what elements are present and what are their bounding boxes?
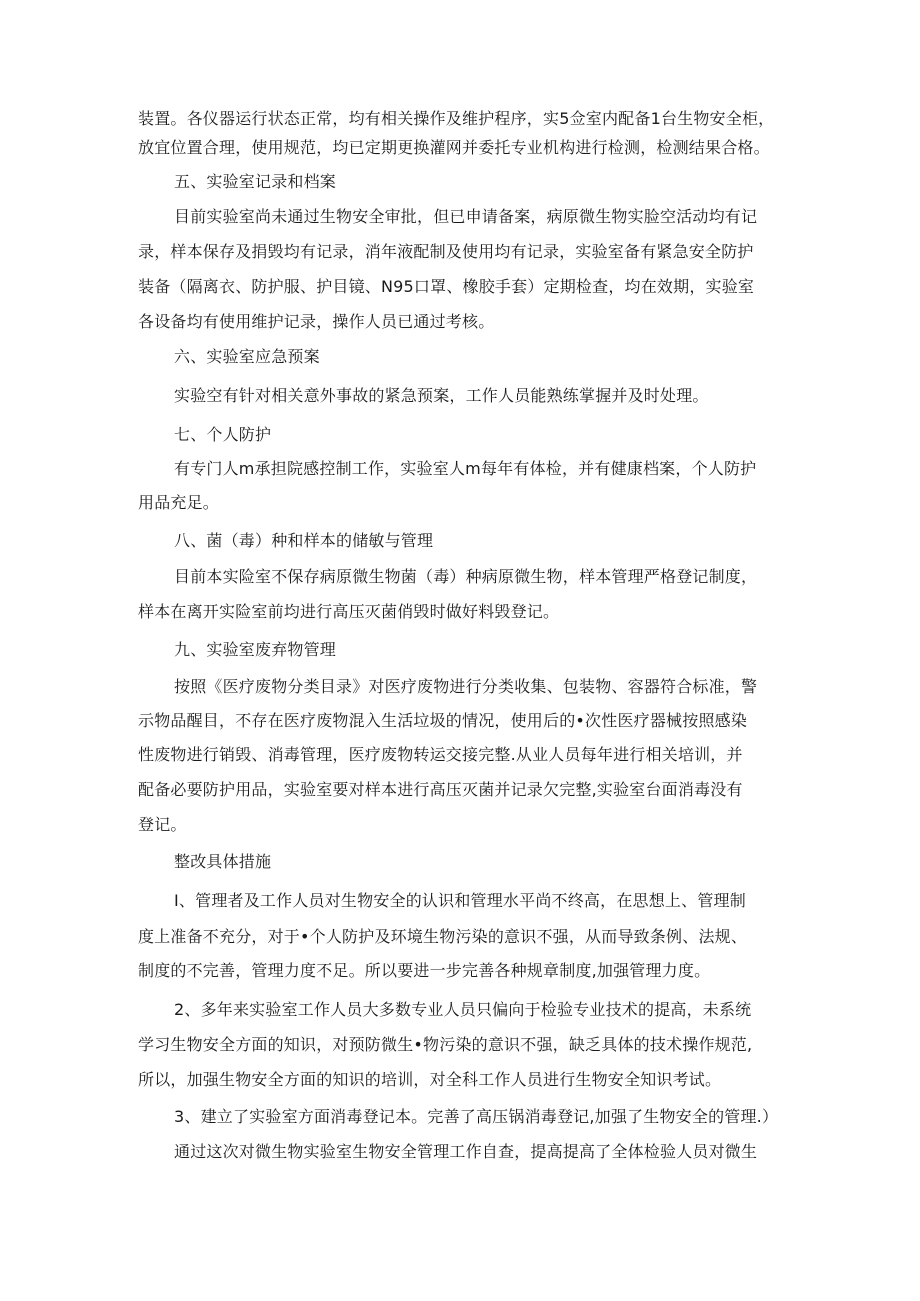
- paragraph-line: 装备（隔离衣、防护服、护目镜、N95口罩、橡胶手套）定期检查，均在效期，实验室: [138, 277, 755, 296]
- section-heading: 整改具体措施: [174, 852, 272, 871]
- section-heading: 八、菌（毒）种和样本的储敏与管理: [174, 531, 434, 550]
- paragraph-line: 度上准备不充分，对于•个人防护及环境生物污染的意识不强，从而导致条例、法规、: [138, 927, 748, 946]
- paragraph-line: 放宜位置合理，使用规范，均已定期更换灌网并委托专业机构进行检测，检测结果合格。: [138, 138, 770, 157]
- paragraph-line: 登记。: [138, 815, 187, 834]
- paragraph-line: 装置。各仪器运行状态正常，均有相关操作及维护程序，实5佥室内配备1台生物安全柜，: [138, 109, 775, 128]
- paragraph-line: 用品充足。: [138, 493, 220, 512]
- section-heading: 九、实验室废弃物管理: [174, 640, 337, 659]
- paragraph-line: 学习生物安全方面的知识，对预防微生•物污染的意识不强，缺乏具体的技术操作规范,: [138, 1035, 753, 1054]
- paragraph-line: 3、建立了实验室方面消毒登记本。完善了高压锅消毒登记,加强了生物安全的管理.）: [174, 1107, 779, 1126]
- paragraph-line: 所以，加强生物安全方面的知识的培训，对全科工作人员进行生物安全知识考试。: [138, 1070, 722, 1089]
- paragraph-line: 通过这次对微生物实验室生物安全管理工作自查，提高提高了全体检验人员对微生: [174, 1142, 758, 1161]
- paragraph-line: 目前实验室尚未通过生物安全审批，但已申请备案，病原微生物实脸空活动均有记: [174, 207, 758, 226]
- paragraph-line: 目前本实险室不保存病原微生物菌（毒）种病原微生物，样本管理严格登记制度，: [174, 567, 758, 586]
- paragraph-line: 样本在离开实险室前均进行高压灭菌俏毁时做好料毁登记。: [138, 602, 560, 621]
- paragraph-line: 配备必要防护用品，实验室要对样本进行高压灭菌并记录欠完整,实验室台面消毒没有: [138, 780, 743, 799]
- paragraph-line: 2、多年来实验室工作人员大多数专业人员只偏向于检验专业技术的提高，未系统: [174, 1000, 752, 1019]
- section-heading: 五、实验室记录和档案: [174, 172, 337, 191]
- paragraph-line: 制度的不完善，管理力度不足。所以要进一步完善各种规章制度,加强管理力度。: [138, 961, 711, 980]
- paragraph-line: 录，样本保存及捐毁均有记录，消年液配制及使用均有记录，实验室备有紧急安全防护: [138, 242, 754, 261]
- paragraph-line: 按照《医疗废物分类目录》对医疗废物进行分类收集、包装物、容器符合标准，警: [174, 677, 758, 696]
- section-heading: 六、实验室应急预案: [174, 347, 320, 366]
- paragraph-line: 各设备均有使用维护记录，操作人员已通过考核。: [138, 312, 495, 331]
- paragraph-line: 性废物进行销毁、消毒管理，医疗废物转运交接完整.从业人员每年进行相关培训，并: [138, 745, 743, 764]
- paragraph-line: 有专门人m承担院感控制工作，实验室人m每年有体检，并有健康档案，个人防护: [174, 459, 757, 478]
- paragraph-line: 实验空有针对相关意外事故的紧急预案，工作人员能熟练掌握并及时处理。: [174, 386, 709, 405]
- paragraph-line: I、管理者及工作人员对生物安全的认识和管理水平尚不终高，在思想上、管理制: [174, 891, 746, 910]
- section-heading: 七、个人防护: [174, 425, 272, 444]
- paragraph-line: 示物品醒目，不存在医疗废物混入生活垃圾的情况，使用后的•次性医疗器械按照感染: [138, 711, 748, 730]
